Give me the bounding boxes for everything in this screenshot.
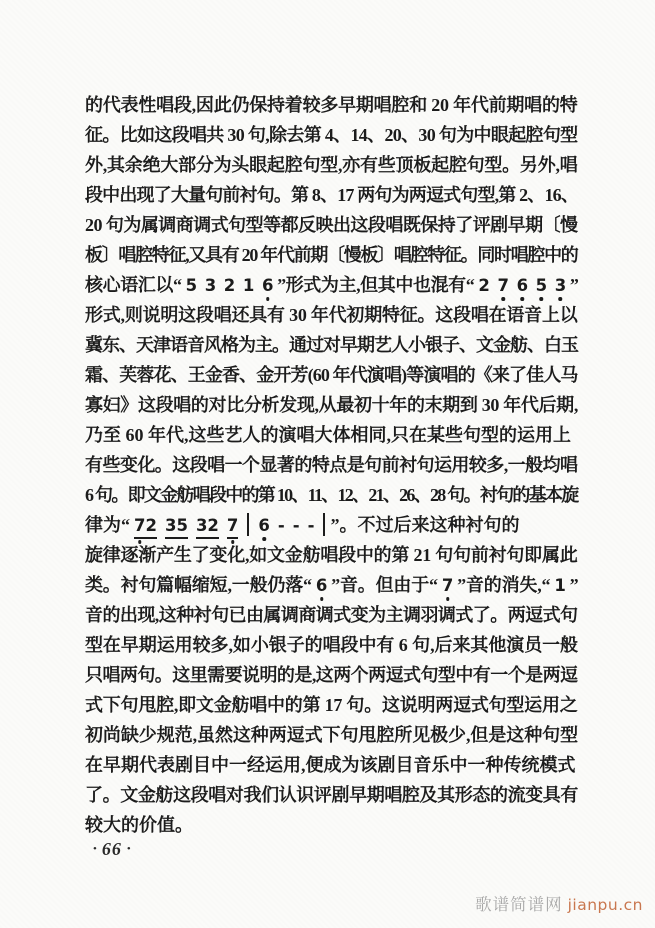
text-line: 乃至 60 年代,这些艺人的演唱大体相同,只在某些句型的运用上 [85,425,571,445]
text-line [85,270,578,300]
watermark [475,891,643,915]
note: 5 [185,276,197,295]
text-line: 板〕唱腔特征,又具有 20 年代前期〔慢板〕唱腔特征。同时唱腔中的 [85,245,578,265]
note: - [277,516,285,535]
note: 1 [242,276,254,295]
text-line: 外,其余绝大部分为头眼起腔句型,亦有些顶板起腔句型。另外,唱 [85,155,578,175]
note: 6 [261,276,274,295]
text-run: ”音的消失,“ [457,575,551,595]
text-line: 6 句。即文金舫唱段中的第 10、11、12、21、26、28 句。衬句的基本旋 [85,485,578,505]
note: 2 [478,276,490,295]
note: 6 [516,276,528,295]
text-line [85,570,578,600]
page-number [93,834,131,864]
jianpu-notation [474,276,569,295]
text-line: 初尚缺少规范,虽然这种两逗式下句甩腔所见极少,但是这种句型 [85,725,578,745]
note: 5 [535,276,547,295]
note: 72 [134,518,157,539]
note: 7 [497,276,509,295]
watermark-site-name: 歌谱简谱网 [475,895,563,914]
text-line: 寡妇》这段唱的对比分析发现,从最初十年的末期到 30 年代后期, [85,395,578,415]
text-line: 型在早期运用较多,如小银子的唱段中有 6 句,后来其他演员一般 [85,635,578,655]
note: - [292,516,300,535]
note: 7 [227,518,238,539]
text-line: 在早期代表剧目中一经运用,便成为该剧目音乐中一种传统模式 [85,755,576,775]
body-text [85,90,578,840]
text-run: ” [569,575,579,595]
watermark-site-url: jianpu.cn [567,896,643,914]
text-line: 征。比如这段唱共 30 句,除去第 4、14、20、30 句为中眼起腔句型 [85,125,578,145]
note: 35 [165,518,188,539]
text-line: 段中出现了大量句前衬句。第 8、17 两句为两逗式句型,第 2、16、 [85,185,578,205]
text-line: 较大的价值。 [85,815,193,835]
text-line: 音的出现,这种衬句已由属调商调式变为主调羽调式了。两逗式句 [85,605,578,625]
jianpu-notation [130,516,330,535]
note: 1 [554,576,566,595]
note: 6 [258,516,270,535]
text-run: ”形式为主,但其中也混有“ [277,275,475,295]
text-line: 形式,则说明这段唱还具有 30 年代初期特征。这段唱在语音上以 [85,305,578,325]
jianpu-notation [182,276,277,295]
text-line: 只唱两句。这里需要说明的是,这两个两逗式句型中有一个是两逗 [85,665,578,685]
page-number-value: 66 [101,839,122,859]
jianpu-notation [550,576,569,595]
text-run: ”。不过后来这种衬句的 [330,515,520,535]
jianpu-notation [312,576,331,595]
page-number-dot-left: • [93,843,97,855]
jianpu-notation [438,576,457,595]
note: 3 [554,276,566,295]
text-run: 类。衬句篇幅缩短,一般仍落“ [85,575,312,595]
note: 3 [204,276,216,295]
note: 2 [223,276,235,295]
text-run: 核心语汇以“ [85,275,182,295]
text-line: 的代表性唱段,因此仍保持着较多早期唱腔和 20 年代前期唱的特 [85,95,578,115]
note: - [307,516,315,535]
barline [323,513,325,536]
text-line: 冀东、天津语音风格为主。通过对早期艺人小银子、文金舫、白玉 [85,335,578,355]
text-line: 了。文金舫这段唱对我们认识评剧早期唱腔及其形态的流变具有 [85,785,578,805]
note: 32 [196,518,219,539]
text-line: 霜、芙蓉花、王金香、金开芳(60 年代演唱)等演唱的《来了佳人马 [85,365,578,385]
text-run: ” [569,275,579,295]
text-run: ”音。但由于“ [331,575,438,595]
text-line: 旋律逐渐产生了变化,如文金舫唱段中的第 21 句句前衬句即属此 [85,545,578,565]
note: 7 [441,576,454,595]
note: 6 [315,576,328,595]
text-line: 式下句甩腔,即文金舫唱中的第 17 句。这说明两逗式句型运用之 [85,695,578,715]
barline [247,513,249,536]
text-line: 20 句为属调商调式句型等都反映出这段唱既保持了评剧早期〔慢 [85,215,578,235]
text-line: 有些变化。这段唱一个显著的特点是句前衬句运用较多,一般均唱 [85,455,578,475]
page-number-dot-right: • [126,843,131,855]
text-run: 律为“ [85,515,130,535]
text-line [85,510,578,540]
